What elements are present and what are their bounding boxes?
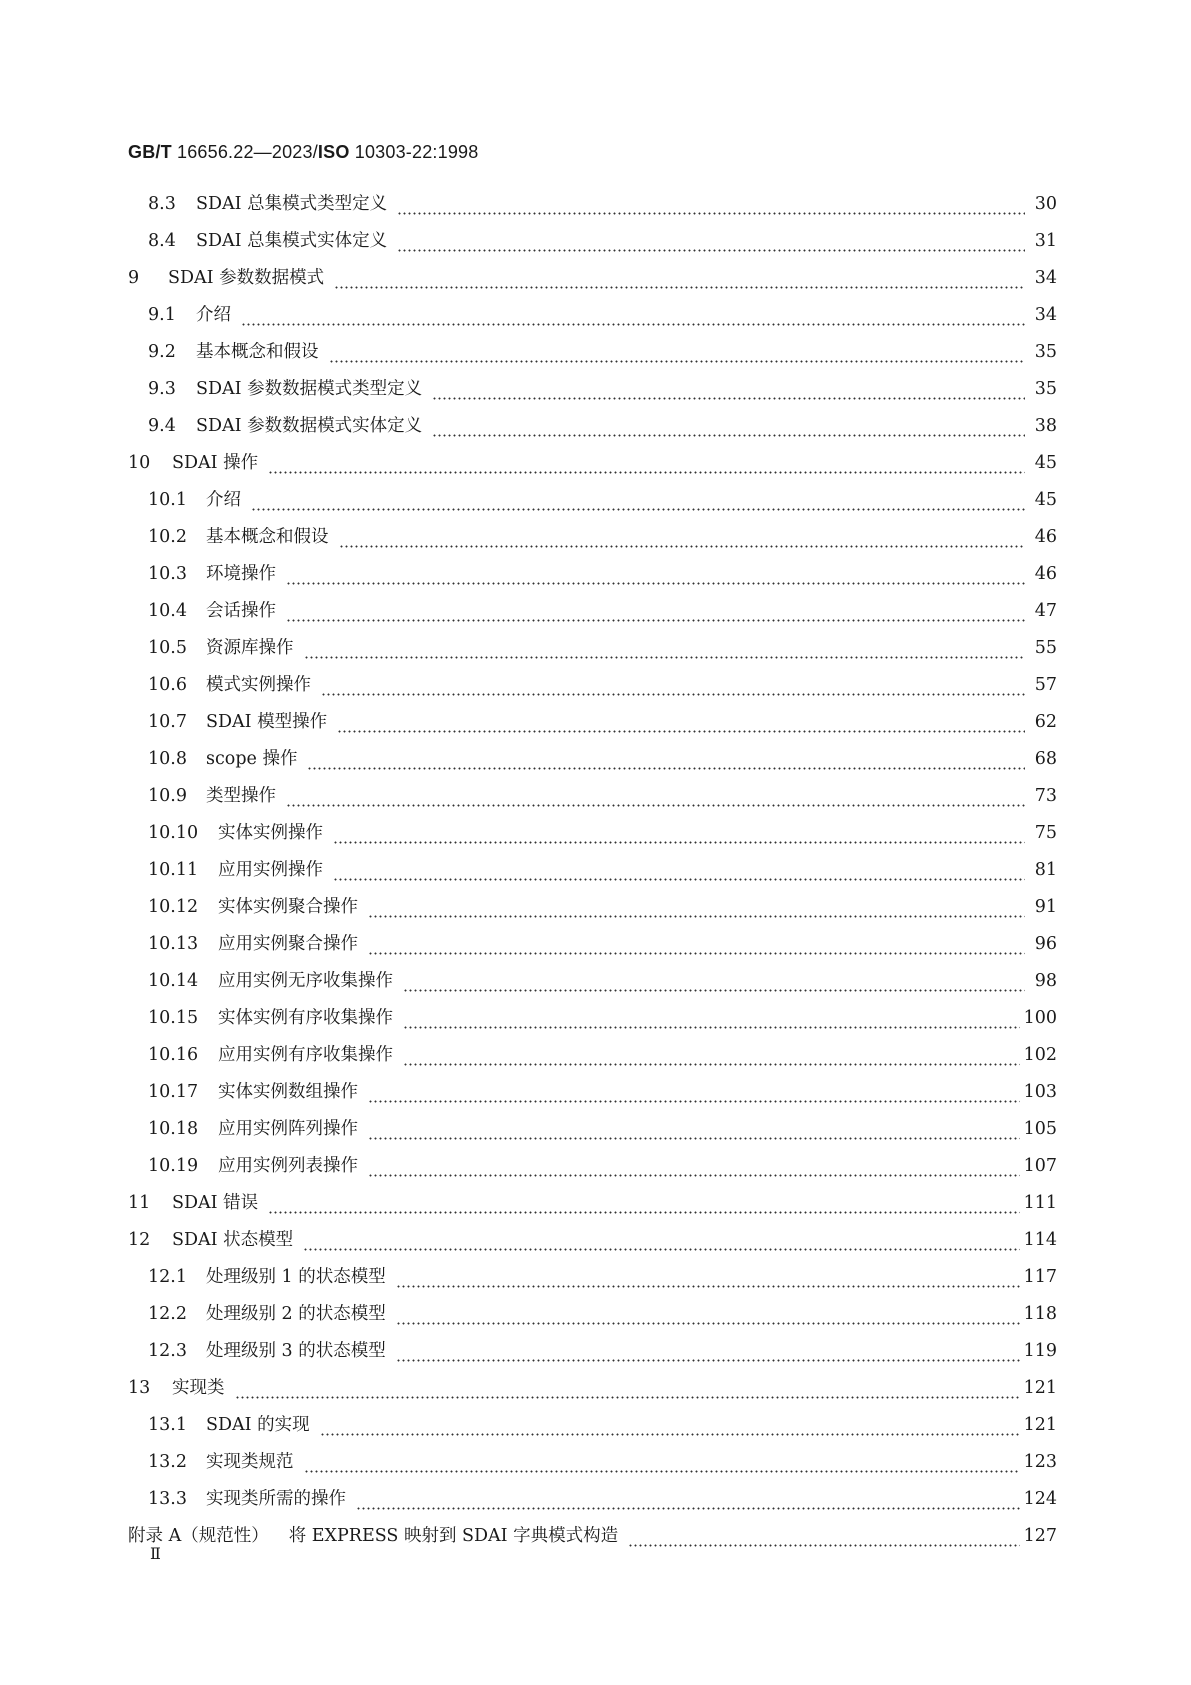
toc-entry-number: 9.1: [148, 305, 176, 325]
toc-entry[interactable]: [128, 785, 1057, 822]
toc-entry-number: 10.9: [148, 786, 187, 806]
toc-entry-number: 10.4: [148, 601, 187, 621]
toc-entry-number: 12.3: [148, 1341, 187, 1361]
toc-entry-title: 处理级别 1 的状态模型: [206, 1267, 386, 1287]
toc-entry-page: 124: [1023, 1489, 1057, 1509]
toc-entry[interactable]: [128, 452, 1057, 489]
toc-entry[interactable]: [128, 1377, 1057, 1414]
toc-entry-number: 10.16: [148, 1045, 199, 1065]
toc-entry-number: 10.11: [148, 860, 199, 880]
dot-leader: [304, 656, 1026, 659]
toc-entry-page: 45: [1034, 453, 1057, 473]
dot-leader: [286, 619, 1025, 622]
toc-entry-number: 10.19: [148, 1156, 199, 1176]
toc-entry-number: 12.2: [148, 1304, 187, 1324]
toc-entry[interactable]: [128, 748, 1057, 785]
toc-entry-page: 46: [1034, 527, 1057, 547]
toc-entry-page: 98: [1034, 971, 1057, 991]
toc-entry-page: 34: [1034, 305, 1057, 325]
dot-leader: [320, 1433, 1020, 1436]
dot-leader: [286, 582, 1025, 585]
dot-leader: [286, 804, 1025, 807]
dot-leader: [432, 434, 1025, 437]
toc-entry[interactable]: [128, 1488, 1057, 1525]
toc-entry[interactable]: [128, 230, 1057, 267]
toc-entry-page: 75: [1034, 823, 1057, 843]
toc-entry-page: 100: [1023, 1008, 1057, 1028]
toc-entry-page: 73: [1034, 786, 1057, 806]
toc-entry-page: 96: [1034, 934, 1057, 954]
toc-entry-title: 类型操作: [206, 786, 276, 806]
toc-entry-page: 35: [1034, 379, 1057, 399]
toc-entry-title: SDAI 模型操作: [206, 712, 328, 732]
toc-entry-title: 基本概念和假设: [206, 527, 329, 547]
toc-entry-title: 实现类所需的操作: [206, 1489, 346, 1509]
toc-entry-page: 119: [1023, 1341, 1057, 1361]
toc-entry[interactable]: [128, 563, 1057, 600]
toc-entry-number: 10.3: [148, 564, 187, 584]
toc-entry-number: 12: [128, 1230, 151, 1250]
toc-entry-title: 模式实例操作: [206, 675, 311, 695]
toc-entry-title: 实体实例聚合操作: [218, 897, 358, 917]
toc-entry-page: 114: [1023, 1230, 1057, 1250]
toc-entry[interactable]: [128, 526, 1057, 563]
toc-entry[interactable]: [128, 711, 1057, 748]
toc-entry[interactable]: [128, 1303, 1057, 1340]
toc-entry-title: SDAI 状态模型: [172, 1230, 294, 1250]
toc-entry-title: 应用实例有序收集操作: [218, 1045, 393, 1065]
dot-leader: [251, 508, 1025, 511]
toc-entry[interactable]: [128, 1155, 1057, 1192]
toc-entry-page: 117: [1023, 1267, 1057, 1287]
dot-leader: [337, 730, 1025, 733]
dot-leader: [268, 471, 1025, 474]
toc-entry-title: SDAI 操作: [172, 453, 259, 473]
toc-entry-title: 实体实例有序收集操作: [218, 1008, 393, 1028]
toc-entry-title: 应用实例无序收集操作: [218, 971, 393, 991]
document-header: [128, 142, 478, 163]
toc-entry[interactable]: [128, 859, 1057, 896]
dot-leader: [403, 1063, 1020, 1066]
toc-entry-page: 31: [1034, 231, 1057, 251]
toc-entry[interactable]: [128, 674, 1057, 711]
dot-leader: [403, 989, 1025, 992]
toc-entry[interactable]: [128, 1118, 1057, 1155]
table-of-contents: [128, 193, 1057, 1562]
dot-leader: [333, 841, 1025, 844]
toc-entry-number: 11: [128, 1193, 151, 1213]
toc-entry-number: 10.17: [148, 1082, 199, 1102]
toc-entry[interactable]: [128, 415, 1057, 452]
toc-entry[interactable]: [128, 600, 1057, 637]
toc-entry-title: SDAI 总集模式类型定义: [196, 194, 388, 214]
toc-entry-number: 9: [128, 268, 140, 288]
toc-entry[interactable]: [128, 341, 1057, 378]
toc-entry-page: 47: [1034, 601, 1057, 621]
toc-entry-page: 57: [1034, 675, 1057, 695]
toc-entry[interactable]: [128, 1081, 1057, 1118]
dot-leader: [368, 1174, 1020, 1177]
toc-entry[interactable]: [128, 1451, 1057, 1488]
toc-entry[interactable]: [128, 1340, 1057, 1377]
toc-entry[interactable]: [128, 489, 1057, 526]
header-number: 16656.22—2023/: [177, 142, 318, 162]
toc-entry-number: 9.4: [148, 416, 176, 436]
toc-entry-number: 9.2: [148, 342, 176, 362]
toc-entry-number: 8.3: [148, 194, 176, 214]
toc-entry-number: 10.13: [148, 934, 199, 954]
dot-leader: [432, 397, 1025, 400]
toc-entry-title: 处理级别 2 的状态模型: [206, 1304, 386, 1324]
toc-entry-number: 13.1: [148, 1415, 187, 1435]
toc-entry-title: SDAI 参数数据模式类型定义: [196, 379, 423, 399]
toc-entry-page: 68: [1034, 749, 1057, 769]
toc-entry-title: SDAI 参数数据模式: [168, 268, 325, 288]
toc-entry-page: 35: [1034, 342, 1057, 362]
toc-entry-number: 10.1: [148, 490, 187, 510]
dot-leader: [397, 212, 1025, 215]
toc-entry-page: 105: [1023, 1119, 1057, 1139]
toc-entry-title: 实体实例数组操作: [218, 1082, 358, 1102]
toc-entry-title: 应用实例阵列操作: [218, 1119, 358, 1139]
toc-entry-number: 9.3: [148, 379, 176, 399]
toc-entry-title: SDAI 的实现: [206, 1415, 310, 1435]
toc-entry-page: 121: [1023, 1378, 1057, 1398]
toc-entry[interactable]: [128, 267, 1057, 304]
toc-entry-page: 38: [1034, 416, 1057, 436]
dot-leader: [356, 1507, 1020, 1510]
toc-entry-title: 介绍: [196, 305, 231, 325]
toc-entry-title: 资源库操作: [206, 638, 294, 658]
toc-entry-number: 10.12: [148, 897, 199, 917]
dot-leader: [368, 1100, 1020, 1103]
toc-entry-number: 13: [128, 1378, 151, 1398]
toc-entry-page: 55: [1034, 638, 1057, 658]
dot-leader: [368, 1137, 1020, 1140]
toc-entry[interactable]: [128, 1229, 1057, 1266]
dot-leader: [403, 1026, 1020, 1029]
toc-entry-title: 实体实例操作: [218, 823, 323, 843]
toc-entry[interactable]: [128, 304, 1057, 341]
toc-entry[interactable]: [128, 1266, 1057, 1303]
dot-leader: [333, 878, 1025, 881]
toc-entry-page: 107: [1023, 1156, 1057, 1176]
toc-entry-page: 30: [1034, 194, 1057, 214]
dot-leader: [368, 952, 1025, 955]
toc-entry-page: 45: [1034, 490, 1057, 510]
toc-entry-number: 10.5: [148, 638, 187, 658]
dot-leader: [321, 693, 1025, 696]
toc-entry-number: 10.18: [148, 1119, 199, 1139]
toc-entry-title: 环境操作: [206, 564, 276, 584]
dot-leader: [241, 323, 1025, 326]
toc-entry-title: 实现类规范: [206, 1452, 294, 1472]
toc-entry-page: 81: [1034, 860, 1057, 880]
toc-entry[interactable]: [128, 378, 1057, 415]
toc-entry-page: 46: [1034, 564, 1057, 584]
toc-entry-title: 处理级别 3 的状态模型: [206, 1341, 386, 1361]
toc-entry[interactable]: [128, 1192, 1057, 1229]
toc-entry-number: 10.15: [148, 1008, 199, 1028]
toc-entry-title: 应用实例聚合操作: [218, 934, 358, 954]
dot-leader: [303, 1248, 1019, 1251]
toc-entry[interactable]: [128, 896, 1057, 933]
toc-entry-title: 会话操作: [206, 601, 276, 621]
toc-entry-number: 10.6: [148, 675, 187, 695]
toc-entry-title: SDAI 参数数据模式实体定义: [196, 416, 423, 436]
toc-entry[interactable]: [128, 970, 1057, 1007]
header-iso-number: 10303-22:1998: [354, 142, 479, 162]
toc-entry-title: 实现类: [172, 1378, 225, 1398]
toc-entry-number: 13.3: [148, 1489, 187, 1509]
toc-entry-page: 121: [1023, 1415, 1057, 1435]
dot-leader: [368, 915, 1025, 918]
dot-leader: [628, 1544, 1019, 1547]
toc-entry-page: 111: [1023, 1193, 1057, 1213]
dot-leader: [307, 767, 1025, 770]
toc-entry-title: 基本概念和假设: [196, 342, 319, 362]
toc-entry[interactable]: [128, 1044, 1057, 1081]
toc-entry-title: SDAI 错误: [172, 1193, 259, 1213]
toc-entry-number: 10.10: [148, 823, 199, 843]
dot-leader: [235, 1396, 1020, 1399]
toc-entry-page: 118: [1023, 1304, 1057, 1324]
dot-leader: [329, 360, 1026, 363]
toc-entry[interactable]: [128, 1525, 1057, 1562]
toc-entry-page: 102: [1023, 1045, 1057, 1065]
toc-entry-number: 13.2: [148, 1452, 187, 1472]
toc-entry-number: 10.7: [148, 712, 187, 732]
dot-leader: [268, 1211, 1019, 1214]
toc-entry-number: 10.8: [148, 749, 187, 769]
dot-leader: [396, 1322, 1020, 1325]
dot-leader: [334, 286, 1025, 289]
toc-entry-page: 62: [1034, 712, 1057, 732]
toc-entry-number: 12.1: [148, 1267, 187, 1287]
toc-entry[interactable]: [128, 1414, 1057, 1451]
toc-entry-number: 附录 A（规范性）: [128, 1526, 269, 1546]
toc-entry-number: 10: [128, 453, 151, 473]
toc-entry[interactable]: [128, 822, 1057, 859]
toc-entry[interactable]: [128, 1007, 1057, 1044]
toc-entry-page: 123: [1023, 1452, 1057, 1472]
header-prefix: GB/T: [128, 142, 172, 162]
toc-entry[interactable]: [128, 933, 1057, 970]
toc-entry-title: 介绍: [206, 490, 241, 510]
dot-leader: [396, 1285, 1020, 1288]
toc-entry-number: 8.4: [148, 231, 176, 251]
dot-leader: [304, 1470, 1020, 1473]
toc-entry[interactable]: [128, 637, 1057, 674]
toc-entry-page: 103: [1023, 1082, 1057, 1102]
page-number-footer: Ⅱ: [150, 1544, 161, 1563]
toc-entry-title: SDAI 总集模式实体定义: [196, 231, 388, 251]
dot-leader: [397, 249, 1025, 252]
toc-entry-page: 34: [1034, 268, 1057, 288]
toc-entry-page: 91: [1034, 897, 1057, 917]
toc-entry[interactable]: [128, 193, 1057, 230]
header-iso: ISO: [317, 142, 350, 162]
toc-entry-title: 应用实例操作: [218, 860, 323, 880]
toc-entry-title: 应用实例列表操作: [218, 1156, 358, 1176]
dot-leader: [396, 1359, 1020, 1362]
toc-entry-page: 127: [1023, 1526, 1057, 1546]
toc-entry-number: 10.2: [148, 527, 187, 547]
dot-leader: [339, 545, 1026, 548]
toc-entry-number: 10.14: [148, 971, 199, 991]
toc-entry-title: 将 EXPRESS 映射到 SDAI 字典模式构造: [288, 1526, 619, 1546]
toc-entry-title: scope 操作: [206, 749, 298, 769]
